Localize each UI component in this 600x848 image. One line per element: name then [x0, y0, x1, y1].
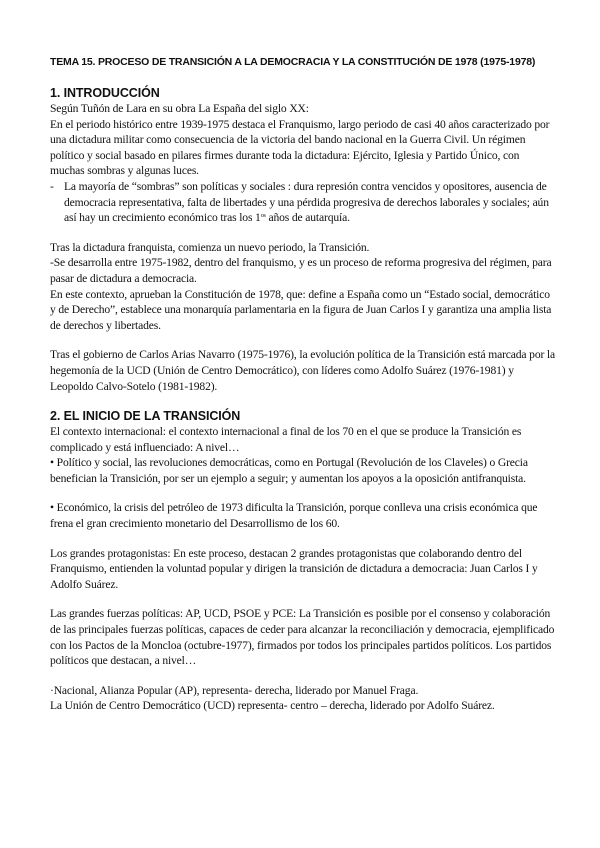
- paragraph: ·Nacional, Alianza Popular (AP), representa- derecha, liderado por Manuel Fraga.: [50, 683, 419, 697]
- section-heading-introduccion: 1. INTRODUCCIÓN: [50, 86, 160, 100]
- bullet-mark: -: [50, 179, 54, 193]
- paragraph: -Se desarrolla entre 1975-1982, dentro del franquismo, y es un proceso de reforma progresiva del régimen, para pasar de dictadura a democracia.: [50, 256, 552, 285]
- paragraph: En este contexto, aprueban la Constitución de 1978, que: define a España como un “Estado social, democrático y de Derecho”, establece una monarquía parlamentaria en la figura de Juan Carlos I y garantiza una amplia lista de derechos y libertades.: [50, 287, 552, 332]
- document-title: TEMA 15. PROCESO DE TRANSICIÓN A LA DEMOCRACIA Y LA CONSTITUCIÓN DE 1978 (1975-1978): [50, 56, 536, 68]
- document-body: [50, 55, 555, 714]
- superscript: os: [260, 213, 266, 220]
- paragraph: • Económico, la crisis del petróleo de 1973 dificulta la Transición, porque conlleva una crisis económica que frena el gran crecimiento monetario del Desarrollismo de los 60.: [50, 501, 538, 531]
- paragraph: Las grandes fuerzas políticas: AP, UCD, PSOE y PCE: La Transición es posible por el consenso y colaboración de las principales fuerzas políticas, capaces de ceder para alcanzar la reconciliación y democracia, ejemplificado con los Pactos de la Moncloa (octubre-1977), firmados por todos los principales partidos políticos. Los partidos políticos que destacan, a nivel…: [50, 607, 555, 668]
- paragraph: Los grandes protagonistas: En este proceso, destacan 2 grandes protagonistas que colaborando dentro del Franquismo, entienden la voluntad popular y dirigen la transición de dictadura a democracia: Juan Carlos I y Adolfo Suárez.: [50, 546, 538, 591]
- paragraph: • Político y social, las revoluciones democráticas, como en Portugal (Revolución de los Claveles) o Grecia benefician la Transición, por ser un ejemplo a seguir; y aumentan los apoyos a la oposición antifranquista.: [50, 456, 528, 485]
- paragraph: El contexto internacional: el contexto internacional a final de los 70 en el que se produce la Transición es complicado y está influenciado: A nivel…: [50, 425, 522, 454]
- paragraph: Tras el gobierno de Carlos Arias Navarro (1975-1976), la evolución política de la Transición está marcada por la hegemonía de la UCD (Unión de Centro Democrático), con líderes como Adolfo Suárez (1976-1981) y Leopoldo Calvo-Sotelo (1981-1982).: [50, 348, 555, 393]
- bullet-text: La mayoría de “sombras” son políticas y sociales : dura represión contra vencidos y opositores, ausencia de democracia representativa, falta de libertades y una pérdida progresiva de derechos laborales y sociales; aún así hay un crecimiento económico tras los 1: [64, 179, 549, 225]
- paragraph: Según Tuñón de Lara en su obra La España del siglo XX:: [50, 102, 309, 115]
- paragraph: La Unión de Centro Democrático (UCD) representa- centro – derecha, liderado por Adolfo Suárez.: [50, 699, 495, 713]
- section-heading-inicio-transicion: 2. EL INICIO DE LA TRANSICIÓN: [50, 409, 241, 424]
- bullet-text-tail: años de autarquía.: [265, 211, 350, 225]
- paragraph: Tras la dictadura franquista, comienza un nuevo periodo, la Transición.: [50, 240, 370, 254]
- paragraph: En el periodo histórico entre 1939-1975 destaca el Franquismo, largo periodo de casi 40 años caracterizado por una dictadura militar como consecuencia de la victoria del bando nacional en la Guerra Civil. Un régimen político y social basado en pilares firmes durante toda la dictadura: Ejército, Iglesia y Partido Único, con muchas sombras y algunas luces.: [50, 117, 550, 178]
- bullet-item: [50, 179, 555, 226]
